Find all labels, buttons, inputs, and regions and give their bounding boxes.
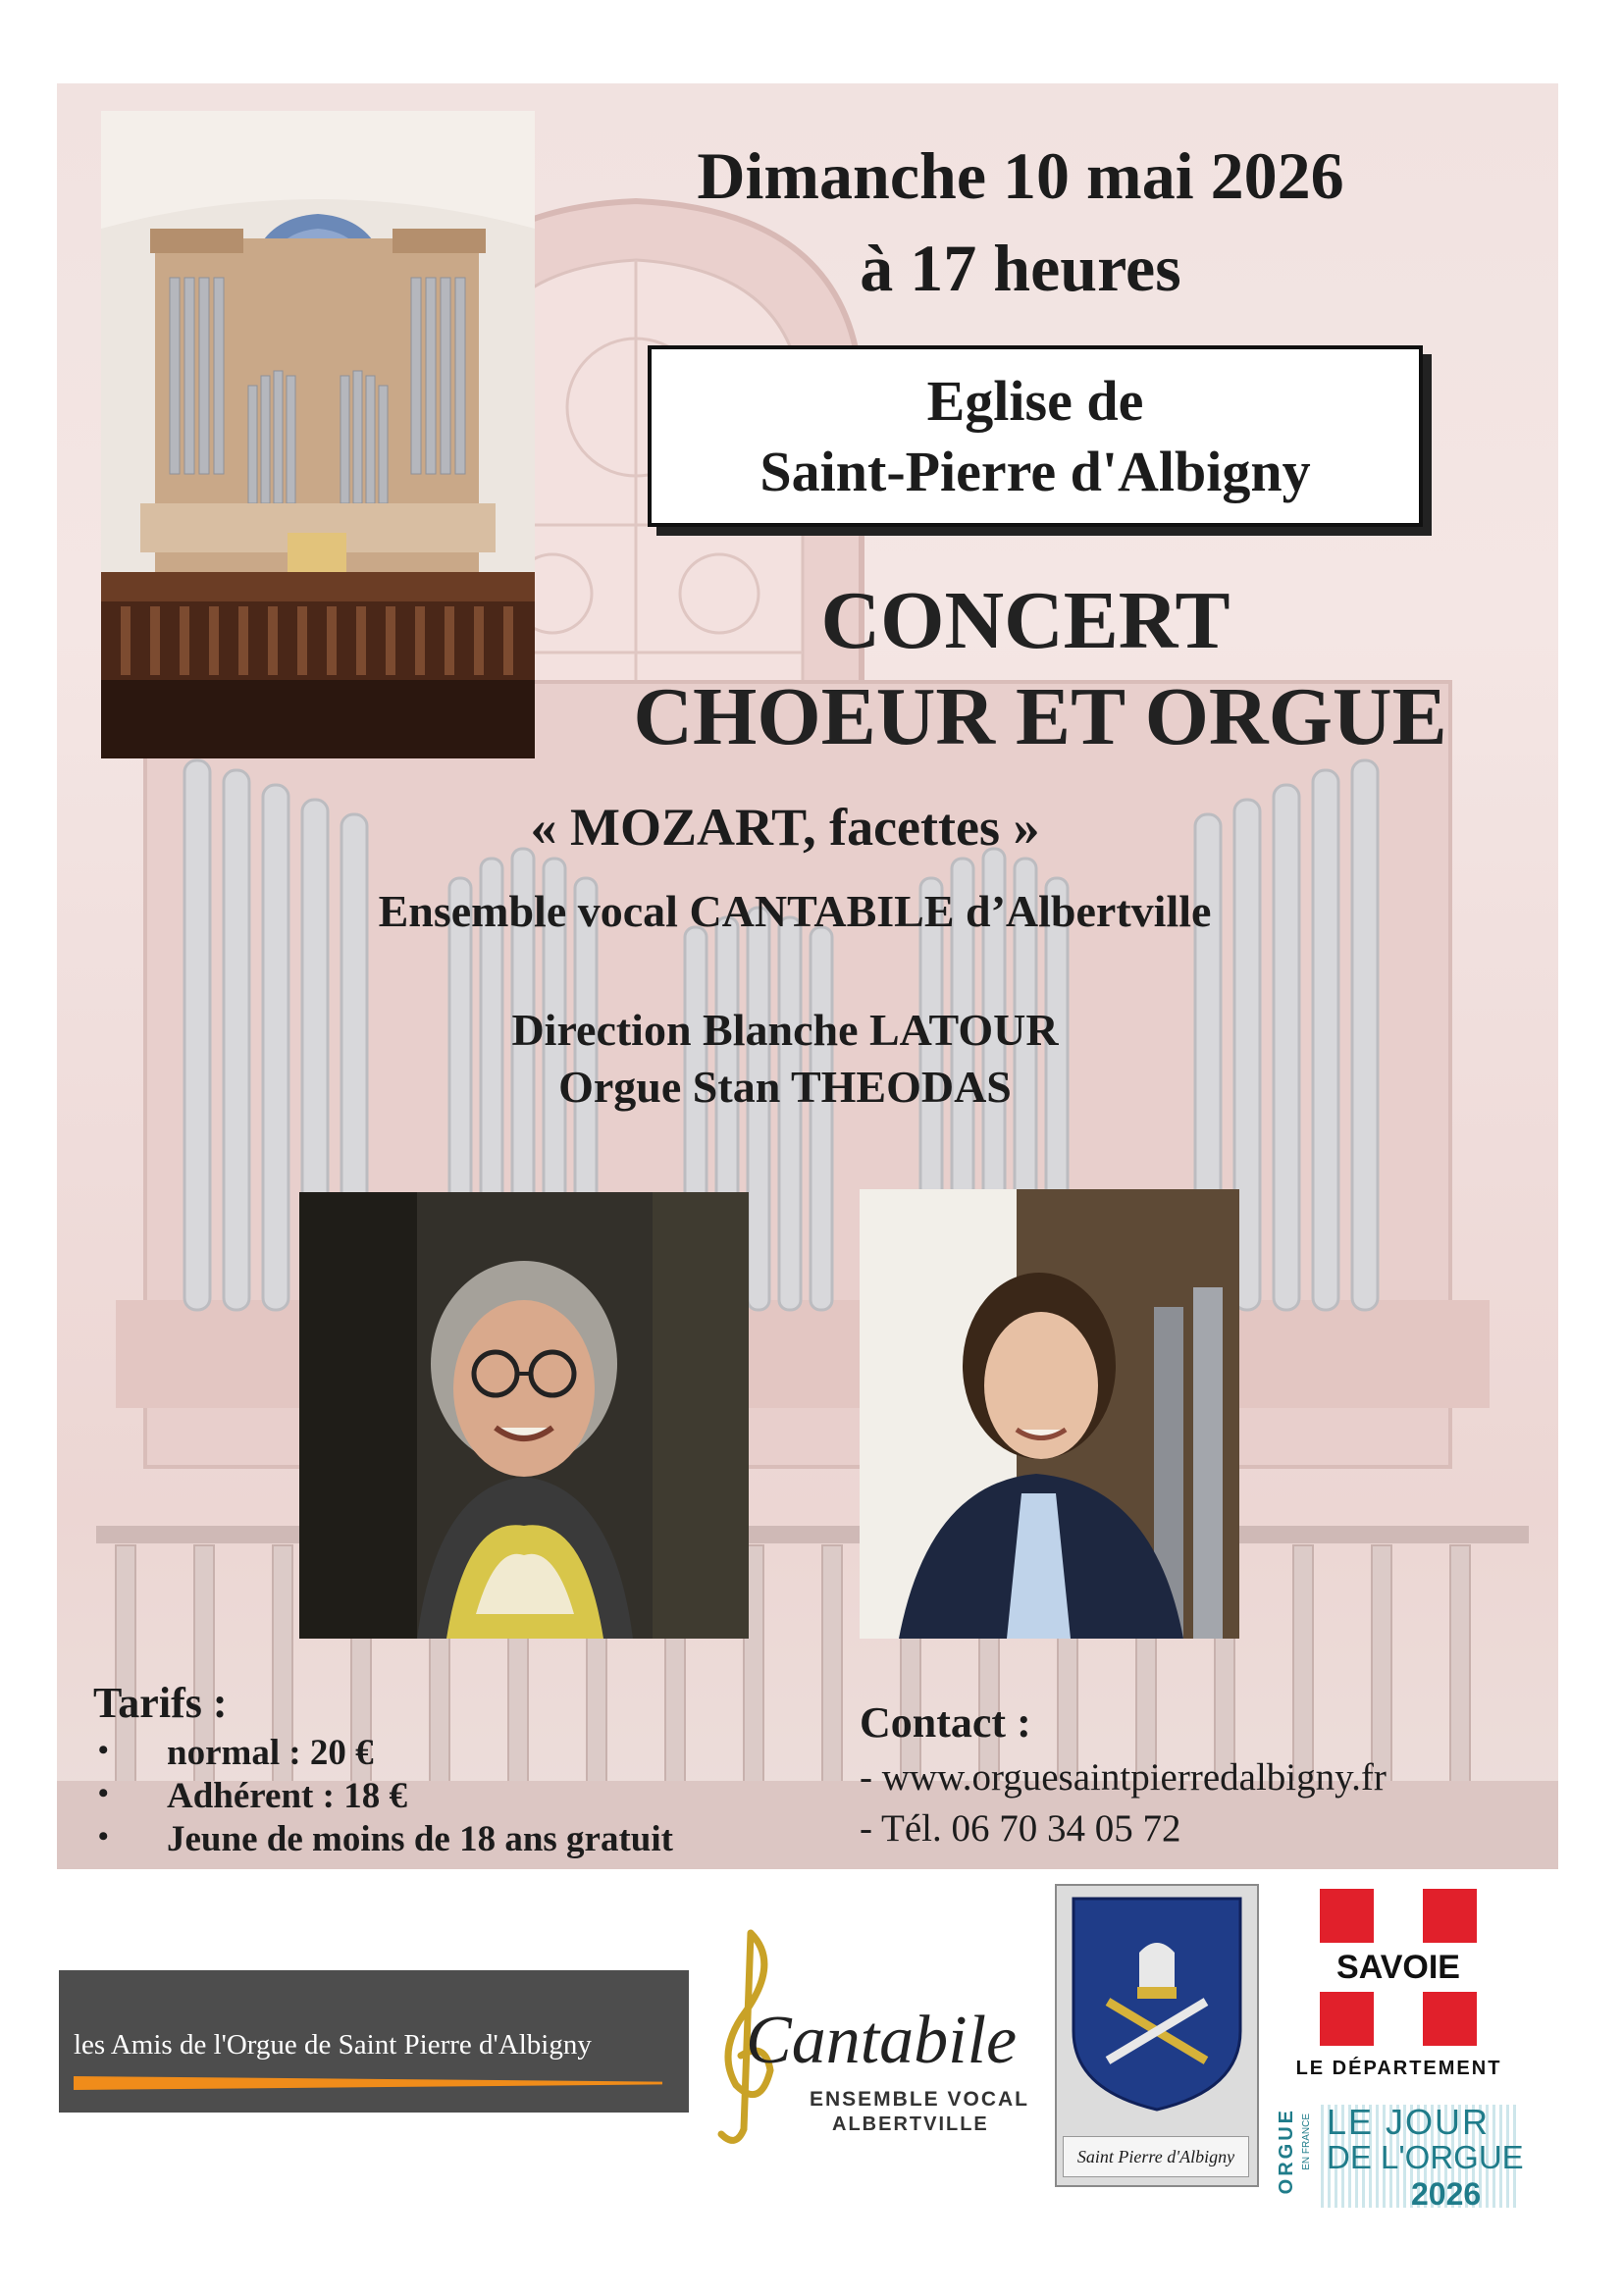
contact-website[interactable]: - www.orguesaintpierredalbigny.fr xyxy=(860,1756,1387,1799)
savoie-text: SAVOIE xyxy=(1336,1949,1460,1986)
crest-caption: Saint Pierre d'Albigny xyxy=(1063,2136,1249,2177)
event-date: Dimanche 10 mai 2026 xyxy=(697,138,1344,213)
concert-title-line1: CONCERT xyxy=(820,575,1230,666)
savoie-logo xyxy=(1320,1889,1477,2046)
contact-phone[interactable]: - Tél. 06 70 34 05 72 xyxy=(860,1807,1181,1850)
tarifs-heading: Tarifs : xyxy=(93,1679,228,1727)
tarif-jeune: • Jeune de moins de 18 ans gratuit xyxy=(167,1818,673,1861)
concert-title-line2: CHOEUR ET ORGUE xyxy=(633,671,1447,762)
departement-text: LE DÉPARTEMENT xyxy=(1295,2058,1502,2079)
jour-line1: LE JOUR xyxy=(1327,2102,1491,2142)
venue-line2: Saint-Pierre d'Albigny xyxy=(759,439,1311,503)
conductor-portrait xyxy=(299,1192,749,1639)
cantabile-name: Cantabile xyxy=(746,2003,1018,2078)
organist-portrait xyxy=(860,1189,1239,1639)
amis-orgue-logo xyxy=(59,1970,689,2113)
jour-line2: DE L'ORGUE xyxy=(1327,2139,1524,2175)
tarif-normal: • normal : 20 € xyxy=(167,1732,673,1775)
crest-shield-icon xyxy=(1069,1894,1245,2114)
saint-pierre-crest xyxy=(1055,1884,1259,2187)
amis-orgue-text: les Amis de l'Orgue de Saint Pierre d'Albigny xyxy=(74,2029,592,2061)
program-title: « MOZART, facettes » xyxy=(530,798,1040,857)
cantabile-subtitle-1: ENSEMBLE VOCAL xyxy=(810,2088,1030,2111)
tarifs-list xyxy=(167,1732,673,1861)
jour-side-small-text: EN FRANCE xyxy=(1301,2113,1312,2170)
venue-box xyxy=(648,345,1423,527)
organ-photo xyxy=(101,111,535,758)
cantabile-logo xyxy=(707,1923,1030,2154)
jour-orgue-logo xyxy=(1276,2100,1524,2213)
amis-orange-bar xyxy=(74,2076,662,2090)
organist: Orgue Stan THEODAS xyxy=(558,1062,1012,1112)
tarif-adherent: • Adhérent : 18 € xyxy=(167,1775,673,1818)
event-time: à 17 heures xyxy=(860,231,1181,305)
conductor: Direction Blanche LATOUR xyxy=(511,1005,1059,1055)
jour-side-text: ORGUE xyxy=(1276,2108,1297,2195)
venue-line1: Eglise de xyxy=(926,368,1144,433)
jour-year: 2026 xyxy=(1411,2176,1482,2212)
ensemble-name: Ensemble vocal CANTABILE d’Albertville xyxy=(378,886,1212,936)
cantabile-subtitle-2: ALBERTVILLE xyxy=(832,2113,989,2135)
contact-heading: Contact : xyxy=(860,1698,1031,1747)
